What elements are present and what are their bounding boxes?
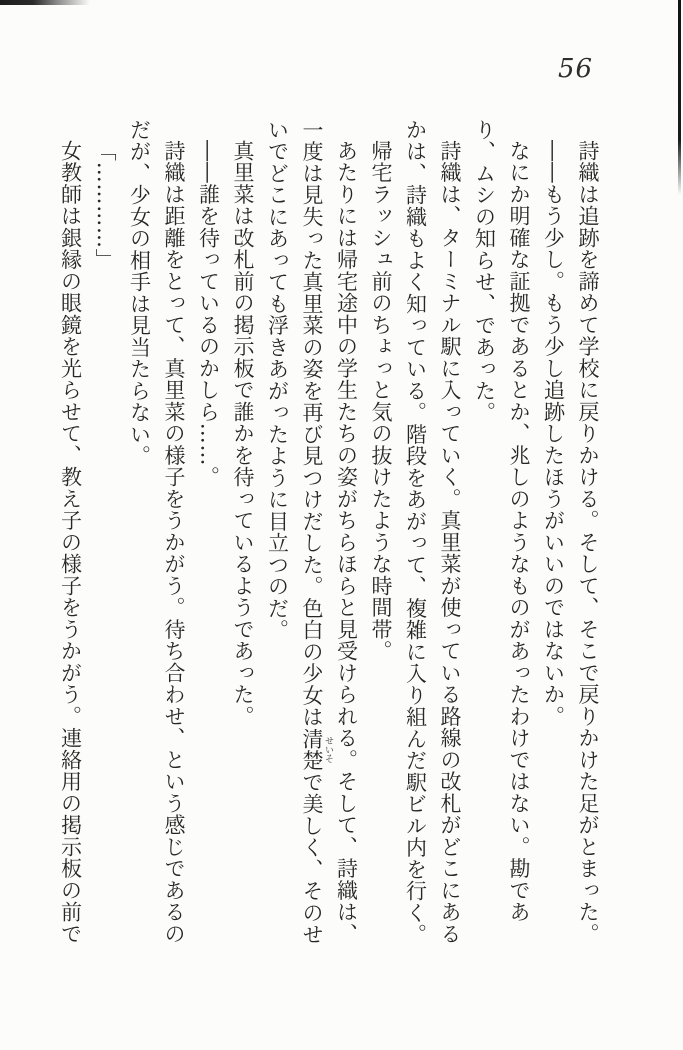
ruby-base: 清楚 xyxy=(300,728,324,772)
ruby-annotation xyxy=(300,728,333,772)
paragraph: なにか明確な証拠であるとか、兆しのようなものがあったわけではない。勘であり、ムシの知らせ、であった。 xyxy=(472,119,531,923)
paragraph: ――もう少し。もう少し追跡したほうがいいのではないか。 xyxy=(541,140,566,728)
paragraph: 帰宅ラッシュ前のちょっと気の抜けたような時間帯。 xyxy=(369,140,393,662)
paragraph: 詩織は追跡を諦めて学校に戻りかける。そして、そこで戻りかけた足がとまった。 xyxy=(576,140,600,945)
scan-smudge-artifact xyxy=(0,0,95,5)
paragraph: 「…………」 xyxy=(93,140,117,271)
paragraph: ――誰を待っているのかしら……。 xyxy=(196,140,221,488)
paragraph: 真里菜は改札前の掲示板で誰かを待っているようであった。 xyxy=(231,140,255,728)
paragraph: 詩織は、ターミナル駅に入っていく。真里菜が使っている路線の改札がどこにあるかは、詩織もよく知っている。階段をあがって、複雑に入り組んだ駅ビル内を行く。 xyxy=(403,119,462,946)
paragraph: 女教師は銀縁の眼鏡を光らせて、教え子の様子をうかがう。連絡用の掲示板の前で xyxy=(58,140,83,945)
scan-edge-artifact xyxy=(678,0,681,195)
paragraph-text: で美しく、そのせいでどこにあっても浮きあがったように目立つのだ。 xyxy=(265,119,324,946)
paragraph: 詩織は距離をとって、真里菜の様子をうかがう。待ち合わせ、という感じであるのだが、少女の相手は見当たらない。 xyxy=(127,119,186,945)
page-text xyxy=(53,119,605,946)
page-number: 56 xyxy=(558,54,594,84)
paragraph-text: あたりには帰宅途中の学生たちの姿がちらほらと見受けられる。そして、詩織は、一度は見失った真里菜の姿を再び見つけだした。色白の少女は xyxy=(300,119,359,945)
paragraph-with-ruby xyxy=(260,119,364,946)
ruby-text: せいそ xyxy=(323,728,333,772)
